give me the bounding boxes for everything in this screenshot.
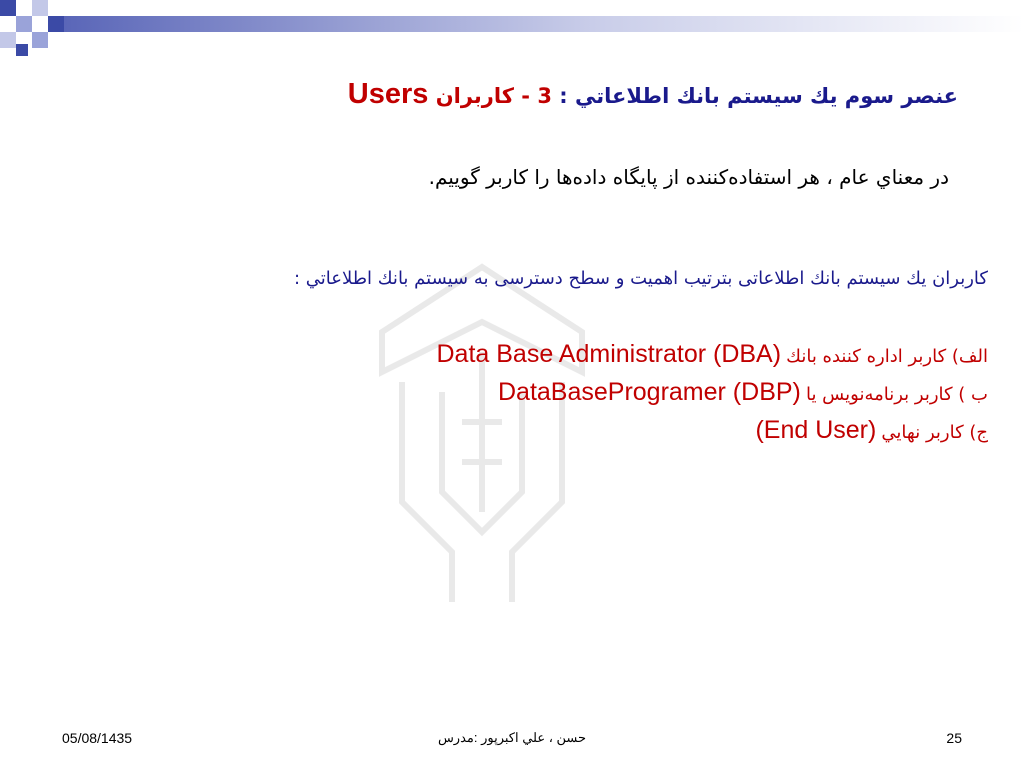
- deco-square: [16, 44, 28, 56]
- deco-square: [16, 0, 32, 16]
- users-intro-text: كاربران يك سيستم بانك اطلاعاتی بترتیب اهمیت و سطح دسترسی به سیستم بانك اطلاعاتي :: [293, 268, 988, 289]
- footer-date: 05/08/1435: [62, 730, 133, 746]
- item-english: (End User): [755, 416, 877, 444]
- list-item: [436, 340, 988, 369]
- header-bar: [64, 16, 1024, 32]
- deco-square: [32, 16, 48, 32]
- page-number: 25: [946, 730, 962, 746]
- emblem-watermark: [372, 262, 592, 607]
- deco-square: [32, 0, 48, 16]
- list-item: [755, 416, 988, 445]
- title-number: 3 - كاربران: [435, 84, 552, 108]
- title-english: Users: [347, 78, 429, 110]
- deco-square: [0, 32, 16, 48]
- deco-square: [48, 0, 64, 16]
- deco-square: [0, 0, 16, 16]
- title-prefix: عنصر سوم يك سيستم بانك اطلاعاتي :: [559, 84, 958, 108]
- header-decoration: [0, 0, 1024, 60]
- item-english: DataBaseProgramer (DBP): [497, 378, 801, 406]
- item-english: Data Base Administrator (DBA): [436, 340, 782, 368]
- deco-square: [48, 16, 64, 32]
- deco-square: [32, 32, 48, 48]
- item-persian: الف) كاربر اداره كننده بانك: [786, 346, 988, 367]
- slide-title: [348, 78, 958, 111]
- item-persian: ب ) كاربر برنامه‌نويس يا: [805, 384, 988, 405]
- item-persian: ج) كاربر نهايي: [881, 422, 988, 443]
- deco-square: [16, 16, 32, 32]
- footer-author: حسن ، علي اكبرپور :مدرس: [437, 730, 587, 745]
- list-item: [498, 378, 988, 407]
- intro-text: در معناي عام ، هر استفاده‌كننده از پايگاه داده‌ها را كاربر گوييم.: [428, 165, 949, 189]
